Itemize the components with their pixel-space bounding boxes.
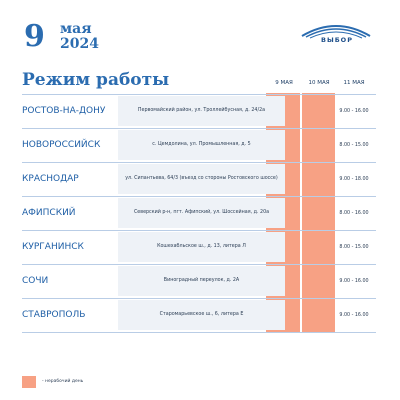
- address-cell: Первомайский район, ул. Троллейбусная, д. 24/2а: [118, 96, 285, 126]
- column-header-10-may: 10 МАЯ: [308, 80, 330, 86]
- hours-cell: 8.00 - 15.00: [339, 142, 369, 148]
- legend-label: - нерабочий день: [42, 379, 84, 384]
- hours-cell: 8.00 - 16.00: [339, 210, 369, 216]
- hours-cell: 9.00 - 16.00: [339, 278, 369, 284]
- divider: [22, 332, 376, 333]
- city-name: КРАСНОДАР: [22, 174, 79, 184]
- date-month: мая: [60, 21, 92, 37]
- schedule-row-novorossiysk: [22, 128, 376, 162]
- hours-cell: 9.00 - 18.00: [339, 176, 369, 182]
- address-cell: ул. Сипантьева, 64/3 (въезд со стороны Ростовского шоссе): [118, 164, 285, 194]
- city-name: СТАВРОПОЛЬ: [22, 310, 86, 320]
- legend-swatch: [22, 376, 36, 388]
- schedule-row-kurganinsk: [22, 230, 376, 264]
- city-name: КУРГАНИНСК: [22, 242, 84, 252]
- hours-cell: 9.00 - 16.00: [339, 312, 369, 318]
- schedule-row-krasnodar: [22, 162, 376, 196]
- city-name: АФИПСКИЙ: [22, 208, 76, 218]
- city-name: СОЧИ: [22, 276, 49, 286]
- logo-text: ВЫБОР: [321, 36, 353, 44]
- city-name: РОСТОВ-НА-ДОНУ: [22, 106, 106, 116]
- schedule-row-stavropol: [22, 298, 376, 332]
- column-header-11-may: 11 МАЯ: [343, 80, 365, 86]
- schedule-row-rostov: [22, 94, 376, 128]
- date-year: 2024: [60, 36, 99, 52]
- address-cell: Северский р-н, пгт. Афипский, ул. Шоссейная, д. 20а: [118, 198, 285, 228]
- address-cell: с. Цемдолина, ул. Промышленная, д. 5: [118, 130, 285, 160]
- address-cell: Старомарьевское ш., 6, литера Е: [118, 300, 285, 330]
- city-name: НОВОРОССИЙСК: [22, 140, 101, 150]
- date-day: 9: [24, 19, 45, 54]
- page-title: Режим работы: [22, 70, 170, 90]
- address-cell: Кошехабльское ш., д. 13, литера Л: [118, 232, 285, 262]
- address-cell: Виноградный переулок, д. 2А: [118, 266, 285, 296]
- column-header-9-may: 9 МАЯ: [275, 80, 293, 86]
- date-month-year: [60, 22, 99, 52]
- hours-cell: 9.00 - 16.00: [339, 108, 369, 114]
- schedule-row-afipsky: [22, 196, 376, 230]
- schedule-row-sochi: [22, 264, 376, 298]
- hours-cell: 8.00 - 15.00: [339, 244, 369, 250]
